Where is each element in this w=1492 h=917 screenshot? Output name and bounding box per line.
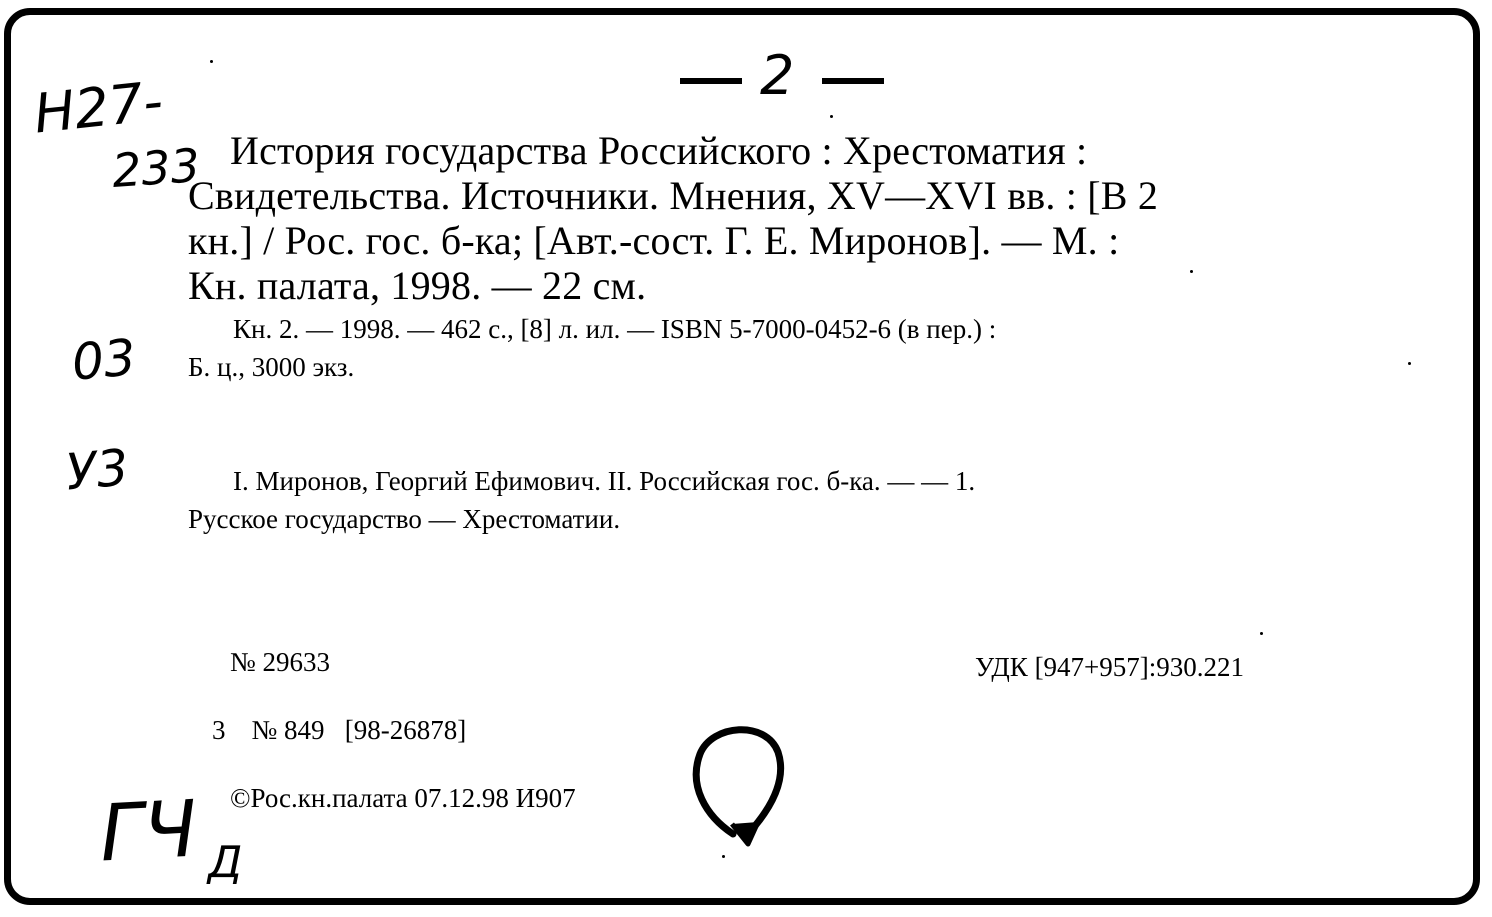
tracing-line-1: I. Миронов, Георгий Ефимович. II. Российская гос. б-ка. — — 1.	[233, 466, 976, 496]
registry-second-line: № 849 [98-26878]	[251, 715, 467, 745]
volume-info	[188, 310, 1328, 386]
page-number: 2	[760, 44, 795, 107]
margin-note-handwritten: 03	[69, 328, 139, 392]
scan-speck	[1190, 270, 1193, 273]
right-dash	[822, 78, 884, 84]
scan-speck	[1408, 362, 1411, 365]
scan-speck	[830, 115, 833, 118]
scan-speck	[210, 60, 213, 63]
page-number-mark	[672, 44, 892, 110]
tracing-line-2: Русское государство — Хрестоматии.	[188, 504, 621, 534]
hand-drawn-loop-mark	[688, 716, 798, 856]
bottom-handwritten-note: ГЧ	[97, 784, 200, 880]
registry-number: № 29633	[230, 647, 331, 677]
shelf-number-handwritten: 233	[110, 138, 202, 198]
margin-note-handwritten-2: У3	[63, 438, 131, 502]
registry-block	[185, 645, 576, 815]
registry-prefix: 3	[212, 715, 226, 745]
left-dash	[680, 78, 742, 84]
bibliographic-entry	[188, 128, 1328, 308]
udk-code: УДК [947+957]:930.221	[975, 652, 1245, 682]
entry-line-3: кн.] / Рос. гос. б-ка; [Авт.-сост. Г. Е. Миронов]. — М. :	[188, 218, 1120, 263]
entry-line-2: Свидетельства. Источники. Мнения, XV—XVI вв. : [В 2	[188, 173, 1159, 218]
bottom-handwritten-subnote: Д	[208, 837, 243, 888]
scan-speck	[722, 855, 725, 858]
entry-line-4: Кн. палата, 1998. — 22 см.	[188, 263, 647, 308]
shelf-mark-handwritten: Н27-	[31, 69, 166, 146]
tracings	[188, 462, 1328, 538]
copyright-line: ©Рос.кн.палата 07.12.98 И907	[230, 783, 576, 813]
scan-speck	[1260, 632, 1263, 635]
entry-line-1: История государства Российского : Хрестоматия :	[230, 128, 1088, 173]
volume-line-1: Кн. 2. — 1998. — 462 с., [8] л. ил. — ISBN 5-7000-0452-6 (в пер.) :	[233, 314, 997, 344]
volume-line-2: Б. ц., 3000 экз.	[188, 352, 355, 382]
